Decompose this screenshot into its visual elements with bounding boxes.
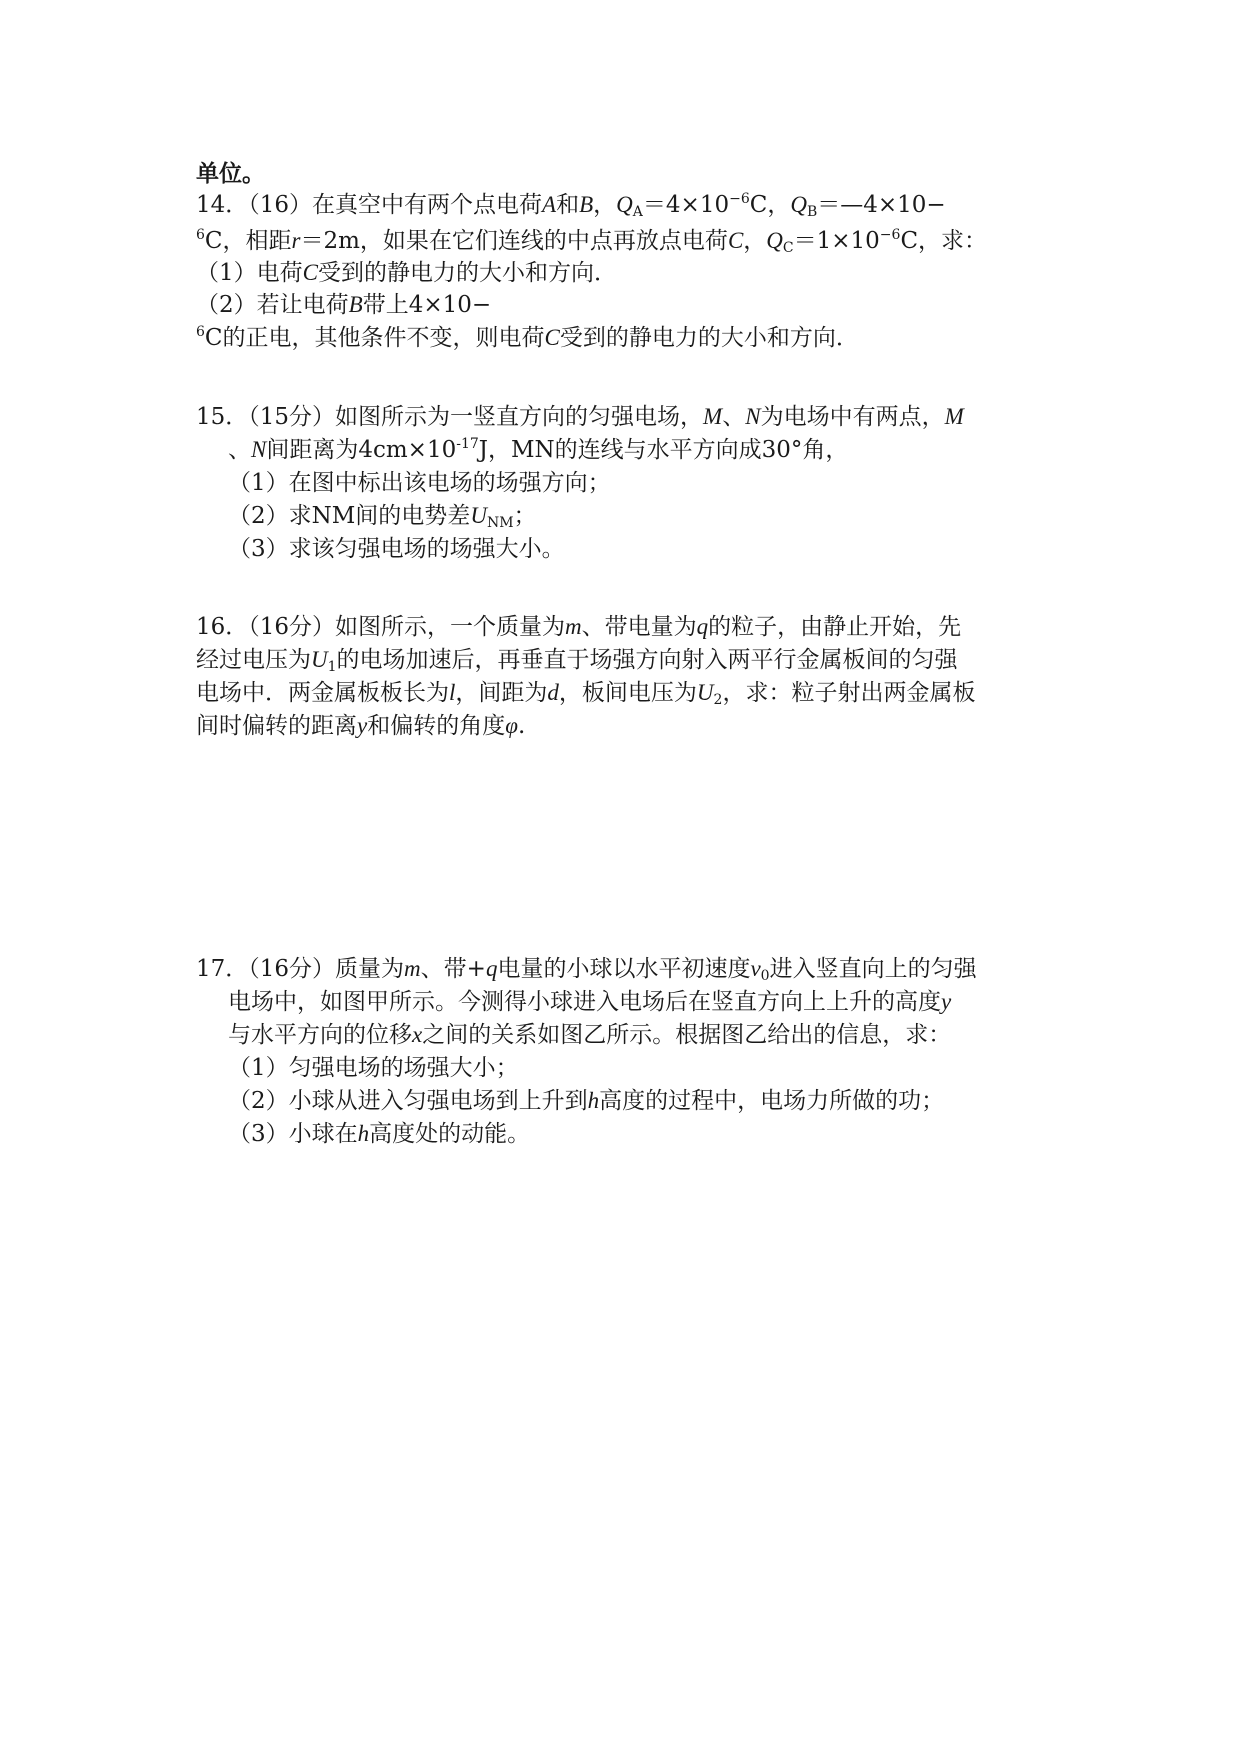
q14-line-5: $^6$C的正电，其他条件不变，则电荷C受到的静电力的大小和方向． [196, 324, 859, 351]
q15-line-1: 15．（15分）如图所示为一竖直方向的匀强电场，M、N为电场中有两点，M [196, 404, 964, 430]
q14-line-1: 14．（16）在真空中有两个点电荷A和B，$Q_A=4\times 10^{-6}C$，$Q_B=—4\times 10-$ [196, 191, 946, 220]
q16-line-2: 经过电压为$U_1$的电场加速后，再垂直于场强方向射入两平行金属板间的匀强 [196, 647, 958, 675]
q16-line-1: 16．（16分）如图所示，一个质量为m、带电量为q的粒子，由静止开始，先 [196, 614, 962, 640]
q14-line-2: $^6$C，相距r＝2m，如果在它们连线的中点再放点电荷C，$Q_C=1\times 10^{-6}C$，求： [196, 227, 988, 256]
q15-part-2: （2）求NM间的电势差$U_{NM}$； [228, 503, 537, 531]
unit-text: 单位。 [196, 160, 265, 187]
q15-part-3: （3）求该匀强电场的场强大小。 [228, 536, 565, 562]
q16-line-4: 间时偏转的距离y和偏转的角度φ. [196, 713, 526, 739]
q17-part-2: （2）小球从进入匀强电场到上升到h高度的过程中，电场力所做的功； [228, 1088, 945, 1114]
q14-part-2: （2）若让电荷B带上4×10− [196, 292, 492, 318]
q15-part-1: （1）在图中标出该电场的场强方向； [228, 470, 611, 496]
q15-line-2: 、N间距离为$4cm\times 10^{-17}J$，MN的连线与水平方向成30°角， [228, 436, 849, 463]
q17-line-2: 电场中，如图甲所示。今测得小球进入电场后在竖直方向上上升的高度y [228, 989, 952, 1015]
q16-line-3: 电场中．两金属板板长为l，间距为d，板间电压为$U_2$，求：粒子射出两金属板 [196, 680, 976, 708]
q17-part-3: （3）小球在h高度处的动能。 [228, 1121, 531, 1147]
q17-line-3: 与水平方向的位移x之间的关系如图乙所示。根据图乙给出的信息，求： [228, 1022, 952, 1048]
q17-part-1: （1）匀强电场的场强大小； [228, 1055, 519, 1081]
q17-line-1: 17．（16分）质量为m、带+q电量的小球以水平初速度$v_0$进入竖直向上的匀强 [196, 956, 977, 984]
q14-part-1: （1）电荷C受到的静电力的大小和方向． [196, 260, 617, 286]
